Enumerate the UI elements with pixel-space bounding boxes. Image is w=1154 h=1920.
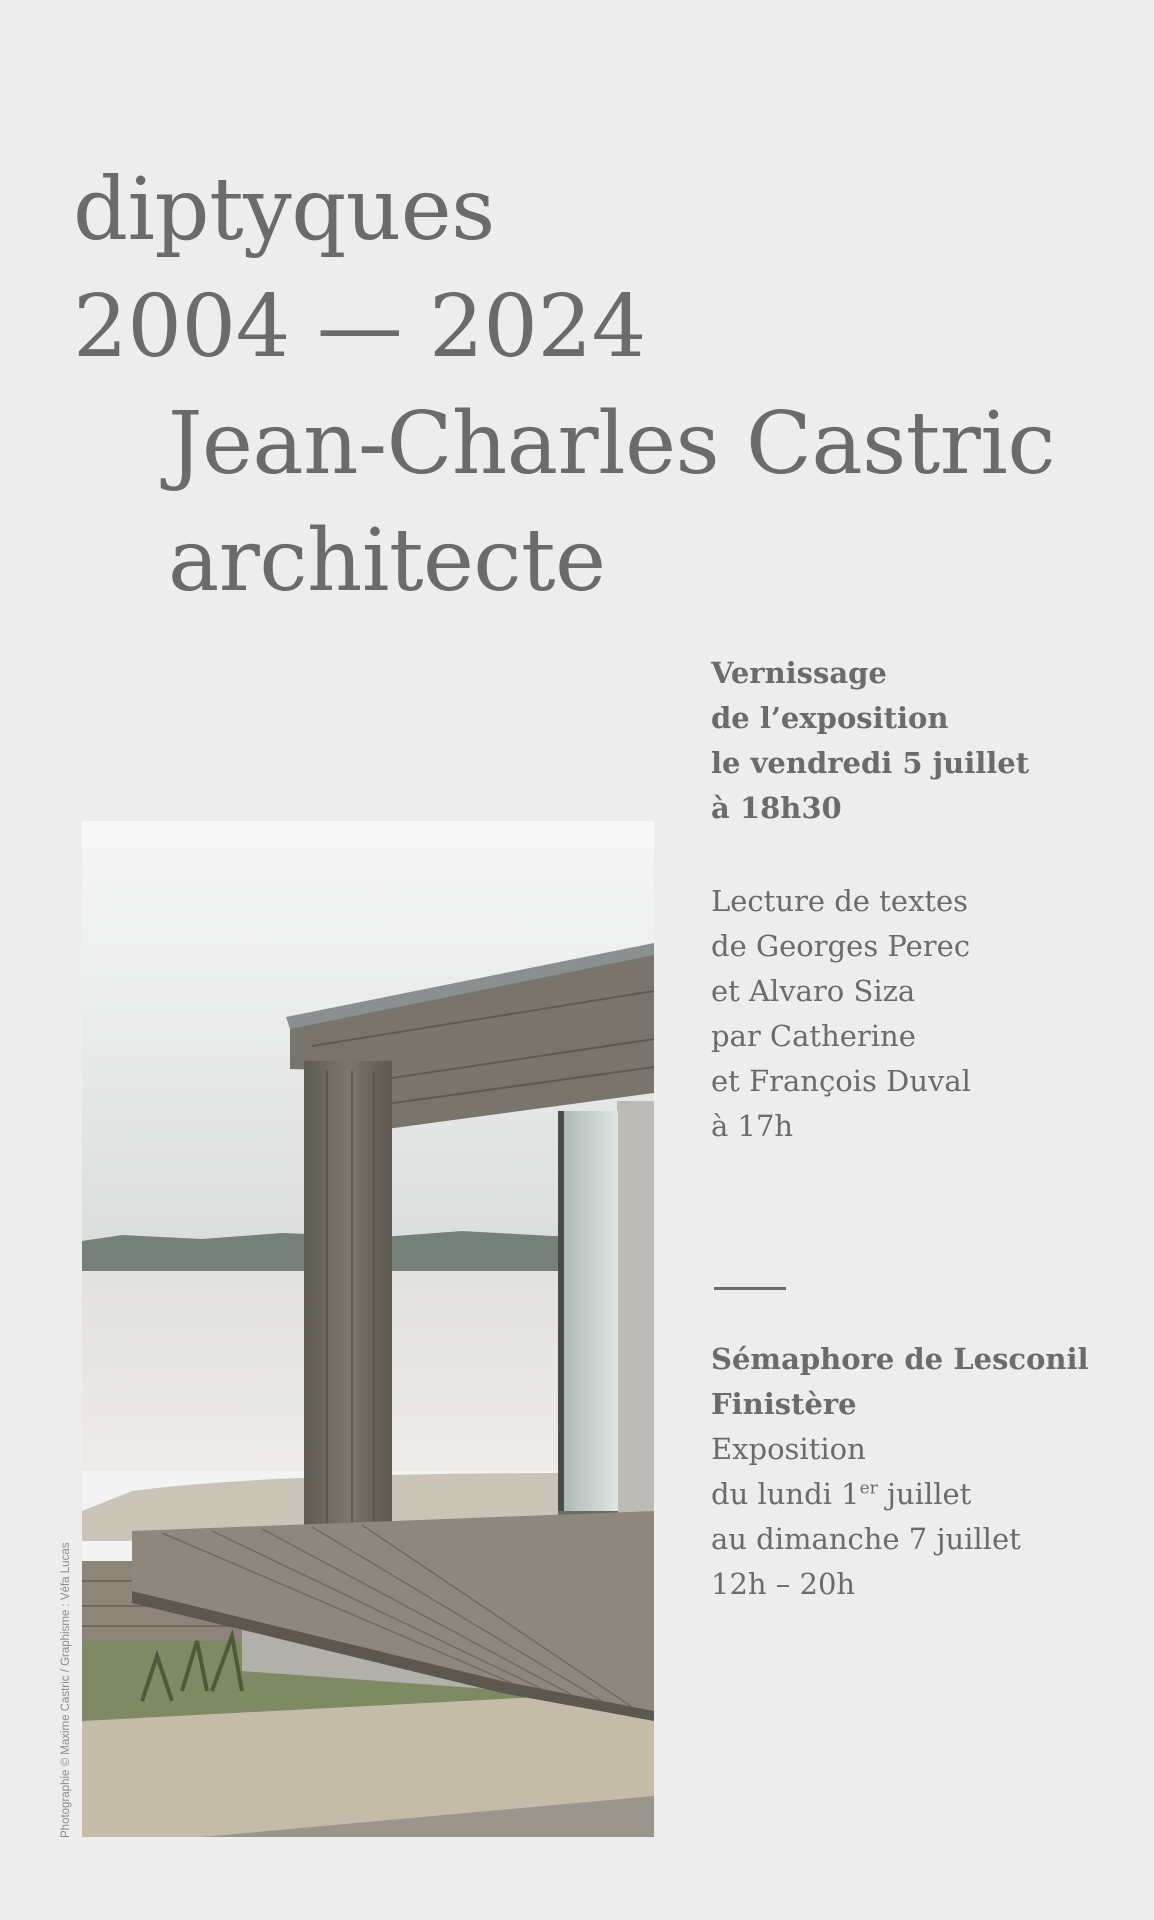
vernissage-line: le vendredi 5 juillet [711, 746, 1030, 780]
venue-name: Sémaphore de Lesconil [711, 1342, 1089, 1376]
vernissage-line: de l’exposition [711, 701, 949, 735]
exhibition-end-date: au dimanche 7 juillet [711, 1522, 1021, 1556]
title-architect-name: Jean-Charles Castric [168, 394, 1056, 494]
reading-line: de Georges Perec [711, 929, 971, 963]
exhibition-start-date [711, 1472, 1141, 1517]
reading-block [711, 879, 1141, 1149]
poster-title [73, 152, 1055, 620]
photo-credit: Photographie © Maxime Castric / Graphisme : Véfa Lucas [60, 1542, 72, 1838]
vernissage-block [711, 651, 1141, 831]
start-date-suffix: juillet [877, 1477, 972, 1511]
title-diptyques: diptyques [73, 160, 495, 260]
reading-line: à 17h [711, 1109, 794, 1143]
title-years: 2004 — 2024 [73, 277, 646, 377]
reading-line: Lecture de textes [711, 884, 969, 918]
title-architect-role: architecte [168, 511, 606, 611]
venue-block [711, 1337, 1141, 1607]
pavilion-photo-illustration [82, 821, 654, 1837]
venue-region: Finistère [711, 1387, 857, 1421]
reading-line: et Alvaro Siza [711, 974, 916, 1008]
exhibition-hours: 12h – 20h [711, 1567, 856, 1601]
exhibition-label: Exposition [711, 1432, 866, 1466]
start-date-prefix: du lundi 1 [711, 1477, 860, 1511]
reading-line: par Catherine [711, 1019, 916, 1053]
architecture-photo [82, 821, 654, 1837]
vernissage-line: à 18h30 [711, 791, 842, 825]
start-date-ordinal: er [859, 1478, 878, 1499]
section-divider [714, 1287, 786, 1290]
vernissage-line: Vernissage [711, 656, 887, 690]
reading-line: et François Duval [711, 1064, 971, 1098]
